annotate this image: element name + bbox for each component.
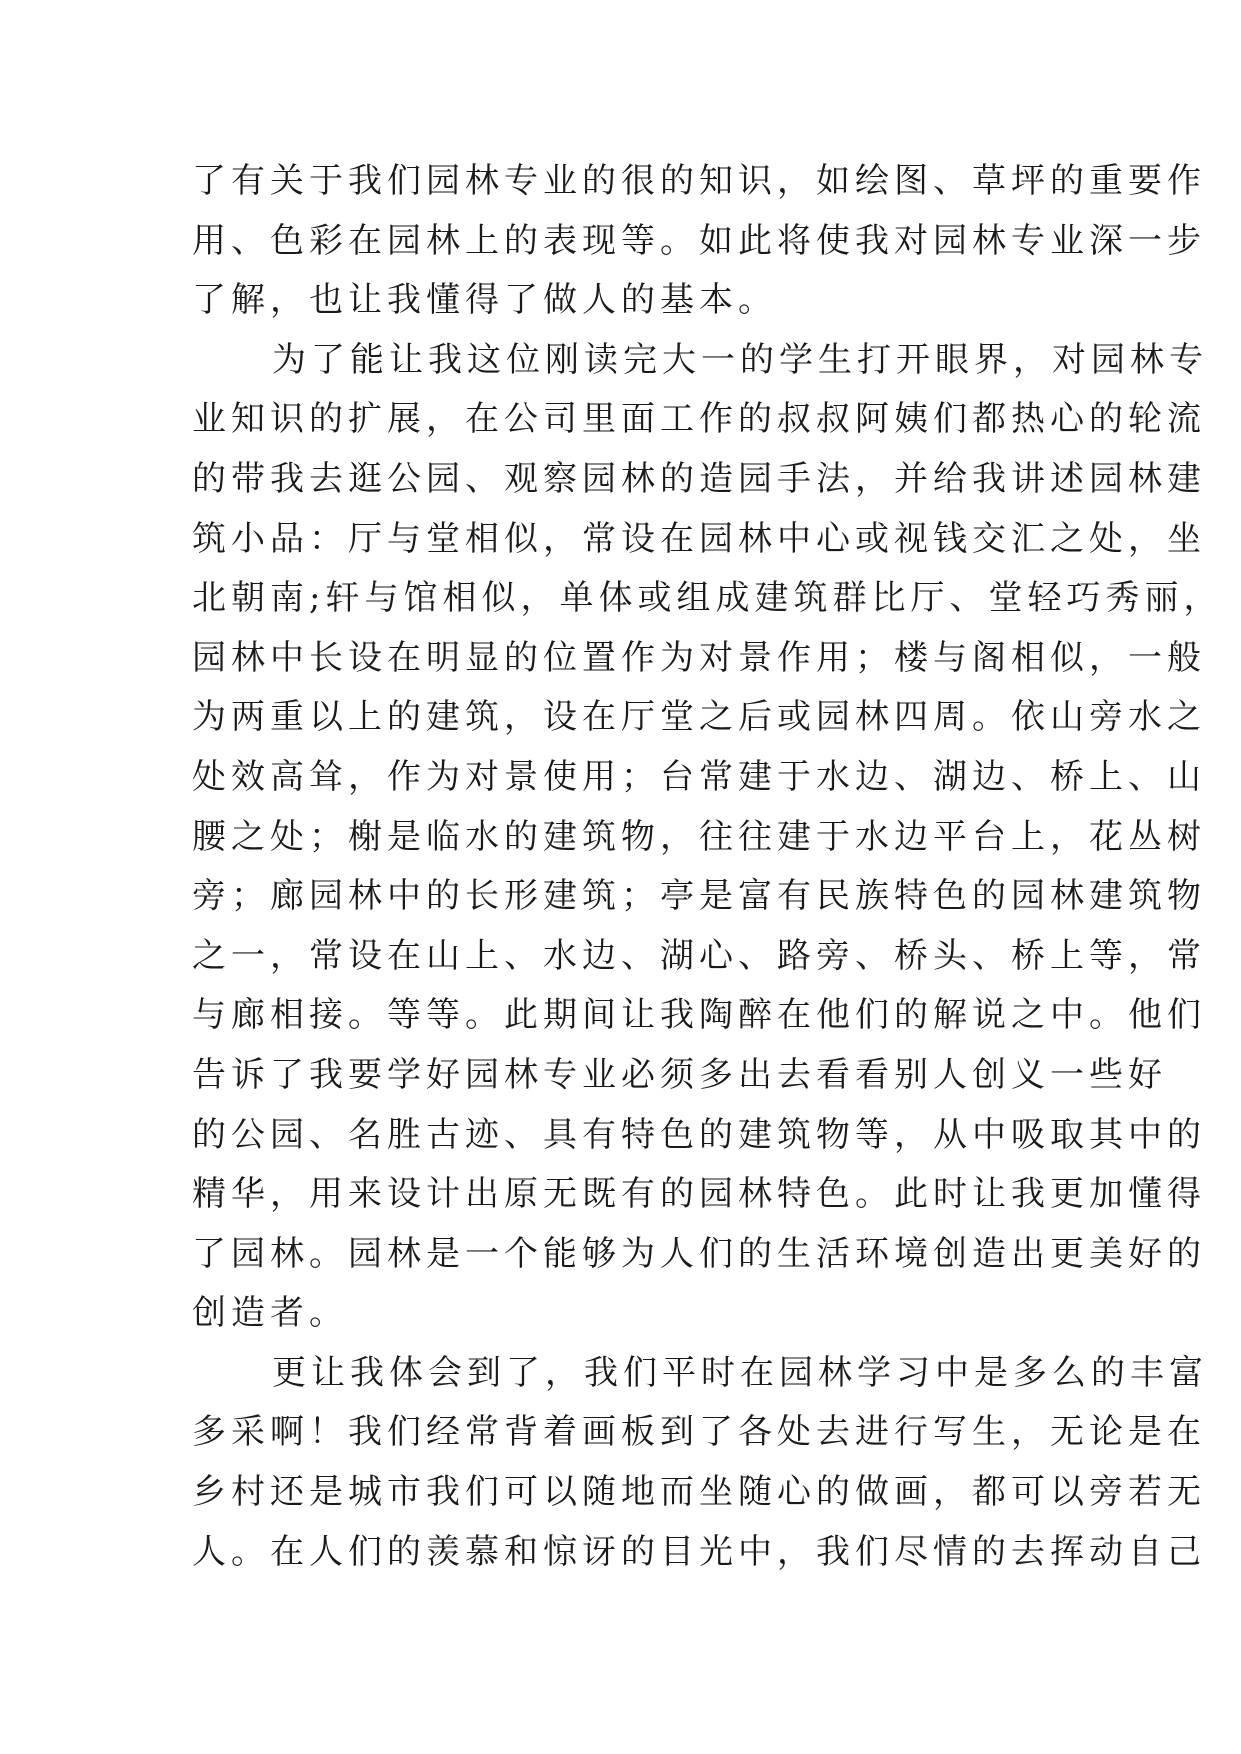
- text-line: 了园林。园林是一个能够为人们的生活环境创造出更美好的: [192, 1233, 1206, 1274]
- text-line: 人。在人们的羡慕和惊讶的目光中，我们尽情的去挥动自己: [192, 1531, 1206, 1572]
- text-line: 精华，用来设计出原无既有的园林特色。此时让我更加懂得: [192, 1174, 1206, 1215]
- text-line: 了解，也让我懂得了做人的基本。: [192, 280, 777, 321]
- text-line: 用、色彩在园林上的表现等。如此将使我对园林专业深一步: [192, 220, 1206, 261]
- text-line: 北朝南;轩与馆相似，单体或组成建筑群比厅、堂轻巧秀丽，: [192, 578, 1223, 619]
- text-line: 处效高耸，作为对景使用；台常建于水边、湖边、桥上、山: [192, 756, 1206, 797]
- text-line: 更让我体会到了，我们平时在园林学习中是多么的丰富: [272, 1352, 1208, 1393]
- text-line: 为两重以上的建筑，设在厅堂之后或园林四周。依山旁水之: [192, 697, 1206, 738]
- text-line: 的公园、名胜古迹、具有特色的建筑物等，从中吸取其中的: [192, 1114, 1206, 1155]
- body-text: [192, 152, 1223, 1582]
- text-line: 筑小品：厅与堂相似，常设在园林中心或视钱交汇之处，坐: [192, 518, 1206, 559]
- text-line: 了有关于我们园林专业的很的知识，如绘图、草坪的重要作: [192, 161, 1206, 201]
- text-line: 旁；廊园林中的长形建筑；亭是富有民族特色的园林建筑物: [192, 876, 1206, 917]
- text-line: 之一，常设在山上、水边、湖心、路旁、桥头、桥上等，常: [192, 935, 1206, 976]
- text-line: 为了能让我这位刚读完大一的学生打开眼界，对园林专: [272, 339, 1208, 380]
- text-line: 多采啊！我们经常背着画板到了各处去进行写生，无论是在: [192, 1412, 1206, 1453]
- text-line: 告诉了我要学好园林专业必须多出去看看别人创义一些好: [192, 1054, 1167, 1095]
- text-line: 腰之处；榭是临水的建筑物，往往建于水边平台上，花丛树: [192, 816, 1206, 857]
- text-line: 园林中长设在明显的位置作为对景作用；楼与阁相似，一般: [192, 637, 1206, 678]
- text-line: 创造者。: [192, 1293, 348, 1334]
- text-line: 乡村还是城市我们可以随地而坐随心的做画，都可以旁若无: [192, 1472, 1206, 1513]
- text-line: 与廊相接。等等。此期间让我陶醉在他们的解说之中。他们: [192, 995, 1206, 1036]
- text-line: 业知识的扩展，在公司里面工作的叔叔阿姨们都热心的轮流: [192, 399, 1206, 440]
- text-line: 的带我去逛公园、观察园林的造园手法，并给我讲述园林建: [192, 458, 1206, 499]
